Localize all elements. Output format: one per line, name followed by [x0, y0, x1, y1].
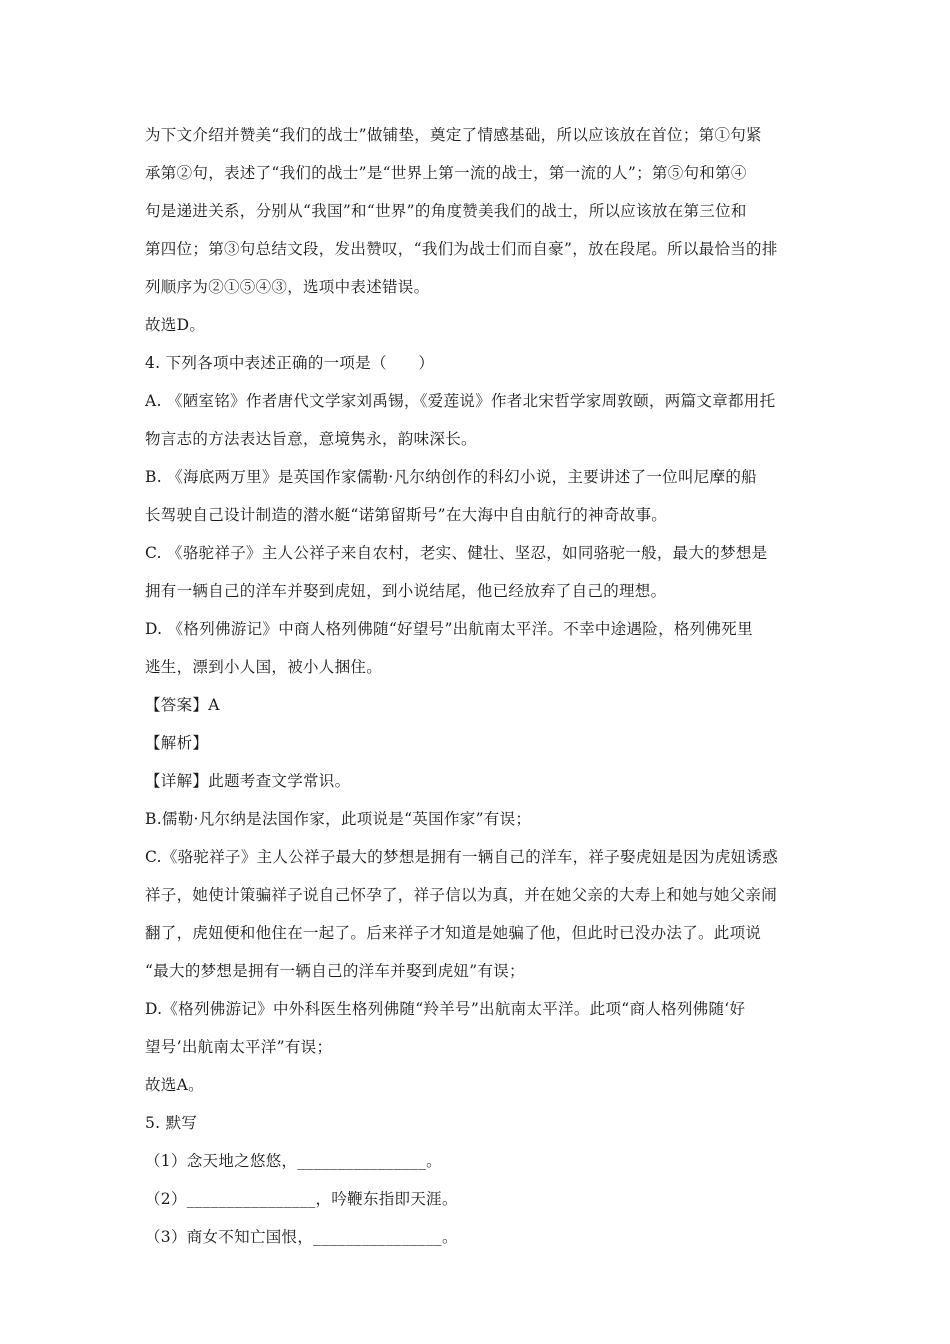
dictation-item-3: （3）商女不知亡国恨，________________。: [145, 1228, 458, 1246]
option-c-line: C. 《骆驼祥子》主人公祥子来自农村，老实、健壮、坚忍，如同骆驼一般，最大的梦想是: [145, 544, 768, 562]
option-a-line: A. 《陋室铭》作者唐代文学家刘禹锡，《爱莲说》作者北宋哲学家周敦颐，两篇文章都用托: [145, 392, 776, 410]
explanation-line: 望号’出航南太平洋”有误；: [145, 1038, 333, 1056]
text-line: 承第②句，表述了“我们的战士”是“世界上第一流的战士，第一流的人”；第⑤句和第④: [145, 164, 747, 182]
answer-choice-line: 故选A。: [145, 1076, 204, 1094]
option-a-line: 物言志的方法表达旨意，意境隽永，韵味深长。: [145, 430, 477, 448]
explanation-line: B.儒勒·凡尔纳是法国作家，此项说是“英国作家”有误；: [145, 810, 532, 828]
option-d-line: D. 《格列佛游记》中商人格列佛随“好望号”出航南太平洋。不幸中途遇险，格列佛死里: [145, 620, 753, 638]
analysis-label: 【解析】: [145, 734, 209, 752]
explanation-line: C.《骆驼祥子》主人公祥子最大的梦想是拥有一辆自己的洋车，祥子娶虎妞是因为虎妞诱惑: [145, 848, 779, 866]
option-b-line: B. 《海底两万里》是英国作家儒勒·凡尔纳创作的科幻小说，主要讲述了一位叫尼摩的船: [145, 468, 757, 486]
option-d-line: 逃生，漂到小人国，被小人捆住。: [145, 658, 383, 676]
document-page: [145, 116, 815, 1256]
answer-label: 【答案】A: [145, 696, 220, 714]
dictation-item-2: （2）________________，吟鞭东指即天涯。: [145, 1190, 458, 1208]
explanation-line: D.《格列佛游记》中外科医生格列佛随“羚羊号”出航南太平洋。此项“商人格列佛随‘好: [145, 1000, 746, 1018]
option-c-line: 拥有一辆自己的洋车并娶到虎妞，到小说结尾，他已经放弃了自己的理想。: [145, 582, 667, 600]
explanation-line: 翻了，虎妞便和他住在一起了。后来祥子才知道是她骗了他，但此时已没办法了。此项说: [145, 924, 762, 942]
question-4-title: 4. 下列各项中表述正确的一项是（ ）: [145, 354, 435, 372]
text-line: 第四位；第③句总结文段，发出赞叹，“我们为战士们而自豪”，放在段尾。所以最恰当的排: [145, 240, 778, 258]
explanation-line: “最大的梦想是拥有一辆自己的洋车并娶到虎妞”有误；: [145, 962, 525, 980]
dictation-item-1: （1）念天地之悠悠，________________。: [145, 1152, 442, 1170]
text-line: 列顺序为②①⑤④③，选项中表述错误。: [145, 278, 430, 296]
option-b-line: 长驾驶自己设计制造的潜水艇“诺第留斯号”在大海中自由航行的神奇故事。: [145, 506, 668, 524]
text-line: 为下文介绍并赞美“我们的战士”做铺垫，奠定了情感基础，所以应该放在首位；第①句紧: [145, 126, 762, 144]
explanation-line: 祥子，她使计策骗祥子说自己怀孕了，祥子信以为真，并在她父亲的大寿上和她与她父亲闹: [145, 886, 778, 904]
detail-label: 【详解】此题考查文学常识。: [145, 772, 351, 790]
question-5-title: 5. 默写: [145, 1114, 198, 1132]
answer-choice-line: 故选D。: [145, 316, 206, 334]
text-line: 句是递进关系，分别从“我国”和“世界”的角度赞美我们的战士，所以应该放在第三位和: [145, 202, 747, 220]
